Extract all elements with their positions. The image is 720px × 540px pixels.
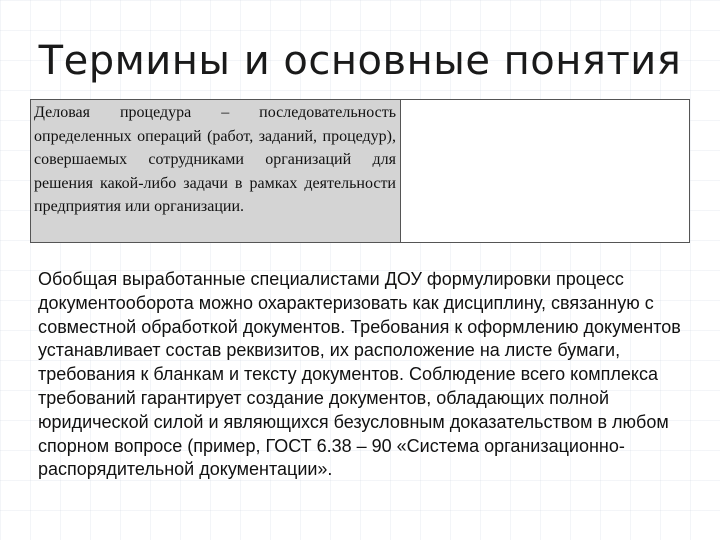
slide-title: Термины и основные понятия	[38, 38, 682, 84]
definition-table	[30, 99, 690, 243]
empty-cell	[401, 100, 689, 242]
definition-cell: Деловая процедура – последовательность определенных операций (работ, заданий, процедур), совершаемых сотрудниками организаций для решения какой-либо задачи в рамках деятельности предприятия или организации.	[31, 100, 401, 242]
body-paragraph: Обобщая выработанные специалистами ДОУ формулировки процесс документооборота можно охарактеризовать как дисциплину, связанную с совместной обработкой документов. Требования к оформлению документов устанавливает состав реквизитов, их расположение на листе бумаги, требования к бланкам и тексту документов. Соблюдение всего комплекса требований гарантирует создание документов, обладающих полной юридической силой и являющихся безусловным доказательством в любом спорном вопросе (пример, ГОСТ 6.38 – 90 «Система организационно-распорядительной документации».	[38, 269, 681, 480]
